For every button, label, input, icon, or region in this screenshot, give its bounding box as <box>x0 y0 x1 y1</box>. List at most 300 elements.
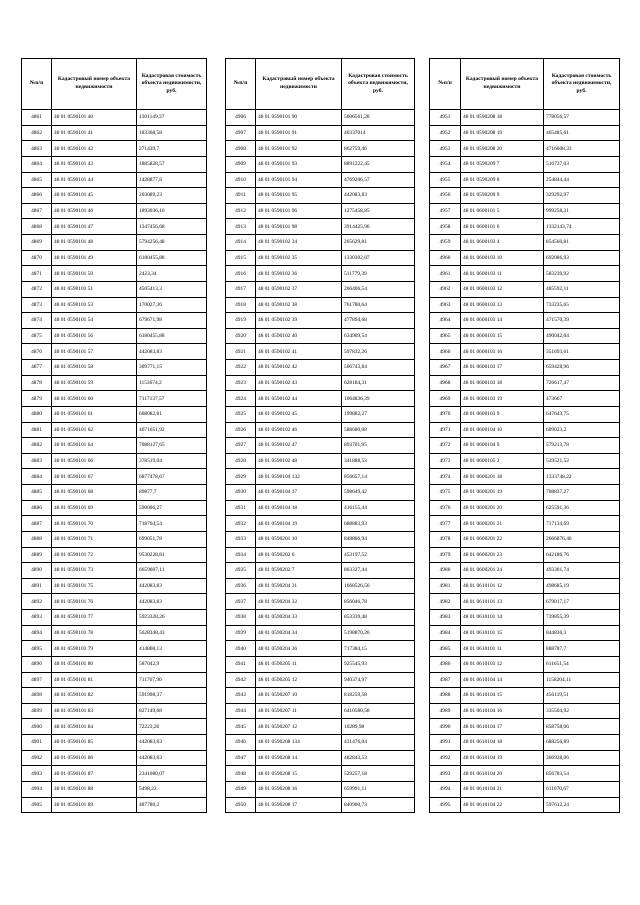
cadastral-number: 48 01 0600201 23 <box>461 547 544 563</box>
cadastral-cost: 498685,19 <box>544 578 620 594</box>
table-body <box>430 110 620 813</box>
row-number: 4968 <box>430 375 461 391</box>
row-number: 4966 <box>430 344 461 360</box>
table-row <box>226 188 415 204</box>
row-number: 4940 <box>226 641 256 657</box>
table-row <box>22 297 207 313</box>
cadastral-number: 48 01 0590102 39 <box>256 313 342 329</box>
table-row <box>226 110 415 126</box>
row-number: 4871 <box>22 266 52 282</box>
table-row <box>22 485 207 501</box>
cadastral-cost: 608082,81 <box>137 406 207 422</box>
row-number: 4962 <box>430 281 461 297</box>
cadastral-number: 48 01 0590101 43 <box>52 156 137 172</box>
table-row <box>22 188 207 204</box>
row-number: 4965 <box>430 328 461 344</box>
cadastral-cost: 199882,27 <box>342 406 415 422</box>
cadastral-cost: 625591,36 <box>544 500 620 516</box>
cadastral-number: 48 01 0590204 34 <box>256 625 342 641</box>
cadastral-number: 48 01 0590207 11 <box>256 703 342 719</box>
table-row <box>22 625 207 641</box>
cadastral-number: 48 01 0600103 13 <box>461 297 544 313</box>
cadastral-cost: 4671651,92 <box>137 422 207 438</box>
row-number: 4977 <box>430 516 461 532</box>
table-row <box>430 610 620 626</box>
cadastral-cost: 485592,11 <box>544 281 620 297</box>
cadastral-cost: 416155,44 <box>342 500 415 516</box>
row-number: 4956 <box>430 188 461 204</box>
table-row <box>22 578 207 594</box>
table-row <box>430 578 620 594</box>
table-row <box>430 594 620 610</box>
cadastral-cost: 6180455,88 <box>137 250 207 266</box>
table-row <box>226 156 415 172</box>
row-number: 4904 <box>22 781 52 797</box>
cadastral-cost: 309771,15 <box>137 360 207 376</box>
cadastral-cost: 6410580,58 <box>342 703 415 719</box>
cadastral-cost: 591998,37 <box>137 688 207 704</box>
table-row <box>430 797 620 813</box>
cadastral-cost: 6877478,67 <box>137 469 207 485</box>
row-number: 4861 <box>22 110 52 126</box>
cadastral-number: 48 01 0590101 58 <box>52 360 137 376</box>
cadastral-cost: 8891222,45 <box>342 156 415 172</box>
row-number: 4893 <box>22 610 52 626</box>
cadastral-cost: 818259,58 <box>342 688 415 704</box>
table-row <box>430 656 620 672</box>
cadastral-cost: 688883,93 <box>342 516 415 532</box>
cadastral-number: 48 01 0590102 42 <box>256 360 342 376</box>
table-row <box>430 688 620 704</box>
col-header-cadastral-cost: Кадастровая стоимость объекта недвижимости, руб. <box>544 59 620 110</box>
cadastral-number: 48 01 0590101 79 <box>52 641 137 657</box>
cadastral-cost: 717384,15 <box>342 641 415 657</box>
table-row <box>226 531 415 547</box>
cadastral-number: 48 01 0590102 40 <box>256 328 342 344</box>
col-header-cadastral-number: Кадастровый номер объекта недвижимости <box>52 59 137 110</box>
table-row <box>226 594 415 610</box>
table-row <box>430 281 620 297</box>
table-row <box>430 672 620 688</box>
cadastral-cost: 442083,83 <box>137 735 207 751</box>
cadastral-cost: 888787,7 <box>544 641 620 657</box>
table-row <box>430 625 620 641</box>
table-row <box>22 172 207 188</box>
row-number: 4975 <box>430 485 461 501</box>
row-number: 4950 <box>226 797 256 813</box>
cadastral-number: 48 01 0590101 56 <box>52 328 137 344</box>
cadastral-cost: 659428,96 <box>544 360 620 376</box>
row-number: 4974 <box>430 469 461 485</box>
cadastral-number: 48 01 0590102 48 <box>256 453 342 469</box>
table-row <box>22 766 207 782</box>
cadastral-cost: 1333748,22 <box>544 469 620 485</box>
cadastral-number: 48 01 0590101 48 <box>52 235 137 251</box>
table-row <box>226 266 415 282</box>
table-row <box>22 125 207 141</box>
table-row <box>226 703 415 719</box>
cadastral-cost: 516737,03 <box>544 156 620 172</box>
table-row <box>22 110 207 126</box>
cadastral-number: 48 01 0590101 93 <box>256 156 342 172</box>
cadastral-number: 48 01 0590207 12 <box>256 719 342 735</box>
table-row <box>226 250 415 266</box>
table-row <box>226 172 415 188</box>
table-row <box>226 610 415 626</box>
row-number: 4953 <box>430 141 461 157</box>
cadastral-number: 48 01 0590201 10 <box>256 531 342 547</box>
row-number: 4970 <box>430 406 461 422</box>
row-number: 4958 <box>430 219 461 235</box>
cadastral-cost: 7117137,57 <box>137 391 207 407</box>
cadastral-cost: 266406,54 <box>342 281 415 297</box>
cadastral-cost: 893701,95 <box>342 438 415 454</box>
cadastral-cost: 335504,92 <box>544 703 620 719</box>
row-number: 4988 <box>430 688 461 704</box>
cadastral-number: 48 01 0590207 10 <box>256 688 342 704</box>
col-header-num: №п/п <box>430 59 461 110</box>
cadastral-cost: 10289,98 <box>342 719 415 735</box>
row-number: 4941 <box>226 656 256 672</box>
table-row <box>22 313 207 329</box>
row-number: 4937 <box>226 594 256 610</box>
cadastral-cost: 477894,68 <box>342 313 415 329</box>
cadastral-cost: 925545,93 <box>342 656 415 672</box>
row-number: 4960 <box>430 250 461 266</box>
cadastral-cost: 506743,84 <box>342 360 415 376</box>
table-row <box>22 328 207 344</box>
cadastral-number: 48 01 0590209 9 <box>461 188 544 204</box>
cadastral-cost: 1330302,07 <box>342 250 415 266</box>
table-row <box>226 328 415 344</box>
cadastral-number: 48 01 0590102 43 <box>256 375 342 391</box>
cadastral-number: 48 01 0590101 40 <box>52 110 137 126</box>
cadastral-cost: 254844,44 <box>544 172 620 188</box>
row-number: 4984 <box>430 625 461 641</box>
row-number: 4943 <box>226 688 256 704</box>
row-number: 4983 <box>430 610 461 626</box>
row-number: 4969 <box>430 391 461 407</box>
cadastral-cost: 634909,54 <box>342 328 415 344</box>
row-number: 4959 <box>430 235 461 251</box>
table-row <box>430 703 620 719</box>
table-row <box>430 516 620 532</box>
table-row <box>430 141 620 157</box>
col-header-cadastral-number: Кадастровый номер объекта недвижимости <box>461 59 544 110</box>
cadastral-cost: 598649,42 <box>342 485 415 501</box>
table-row <box>430 438 620 454</box>
cadastre-table-1 <box>21 58 207 813</box>
row-number: 4874 <box>22 313 52 329</box>
table-row <box>22 797 207 813</box>
table-row <box>22 360 207 376</box>
table-row <box>430 219 620 235</box>
table-row <box>226 125 415 141</box>
cadastral-number: 48 01 0610104 19 <box>461 750 544 766</box>
cadastral-number: 48 01 0590101 86 <box>52 750 137 766</box>
cadastral-number: 48 01 0610104 18 <box>461 735 544 751</box>
table-row <box>226 766 415 782</box>
row-number: 4976 <box>430 500 461 516</box>
cadastral-cost: 609023,2 <box>544 422 620 438</box>
table-row <box>430 719 620 735</box>
row-number: 4911 <box>226 188 256 204</box>
row-number: 4936 <box>226 578 256 594</box>
row-number: 4945 <box>226 719 256 735</box>
row-number: 4868 <box>22 219 52 235</box>
cadastral-cost: 366928,06 <box>544 750 620 766</box>
cadastral-cost: 827149,68 <box>137 703 207 719</box>
row-number: 4919 <box>226 313 256 329</box>
row-number: 4888 <box>22 531 52 547</box>
table-row <box>226 344 415 360</box>
cadastral-cost: 4716608,33 <box>544 141 620 157</box>
row-number: 4995 <box>430 797 461 813</box>
cadastral-cost: 6659607,11 <box>137 563 207 579</box>
cadastral-number: 48 01 0600103 17 <box>461 360 544 376</box>
cadastral-cost: 4505413,3 <box>137 281 207 297</box>
cadastral-number: 48 01 0600101 5 <box>461 203 544 219</box>
row-number: 4885 <box>22 485 52 501</box>
col-header-num: №п/п <box>22 59 52 110</box>
table-row <box>22 516 207 532</box>
cadastral-number: 48 01 0590101 60 <box>52 391 137 407</box>
cadastral-number: 48 01 0590101 45 <box>52 188 137 204</box>
table-row <box>226 547 415 563</box>
cadastral-cost: 473667 <box>544 391 620 407</box>
cadastral-cost: 378519,04 <box>137 453 207 469</box>
row-number: 4908 <box>226 141 256 157</box>
cadastral-number: 48 01 0600103 4 <box>461 235 544 251</box>
row-number: 4892 <box>22 594 52 610</box>
table-row <box>22 406 207 422</box>
cadastral-cost: 726617,47 <box>544 375 620 391</box>
table-row <box>430 250 620 266</box>
cadastral-number: 48 01 0610104 22 <box>461 797 544 813</box>
table-row <box>22 781 207 797</box>
cadastral-number: 48 01 0590204 36 <box>256 641 342 657</box>
table-row <box>430 469 620 485</box>
row-number: 4990 <box>430 719 461 735</box>
table-row <box>226 469 415 485</box>
cadastral-cost: 442083,83 <box>342 188 415 204</box>
cadastral-number: 48 01 0590104 17 <box>256 485 342 501</box>
table-row <box>226 297 415 313</box>
table-row <box>22 750 207 766</box>
row-number: 4873 <box>22 297 52 313</box>
cadastral-number: 48 01 0590102 36 <box>256 266 342 282</box>
row-number: 4890 <box>22 563 52 579</box>
table-row <box>22 656 207 672</box>
row-number: 4894 <box>22 625 52 641</box>
cadastral-number: 48 01 0590102 44 <box>256 391 342 407</box>
cadastral-number: 48 01 0610104 14 <box>461 672 544 688</box>
row-number: 4886 <box>22 500 52 516</box>
cadastral-number: 48 01 0590101 41 <box>52 125 137 141</box>
cadastral-cost: 539521,52 <box>544 453 620 469</box>
cadastral-cost: 5606561,28 <box>342 110 415 126</box>
table-row <box>430 547 620 563</box>
table-header-row <box>22 59 207 110</box>
cadastral-number: 48 01 0590208 14 <box>256 750 342 766</box>
row-number: 4900 <box>22 719 52 735</box>
table-row <box>430 313 620 329</box>
table-row <box>430 735 620 751</box>
table-row <box>22 375 207 391</box>
table-row <box>430 344 620 360</box>
cadastral-cost: 431476,04 <box>342 735 415 751</box>
cadastral-cost: 597832,26 <box>342 344 415 360</box>
cadastral-number: 48 01 0590204 32 <box>256 594 342 610</box>
cadastral-number: 48 01 0590101 81 <box>52 672 137 688</box>
row-number: 4981 <box>430 578 461 594</box>
row-number: 4992 <box>430 750 461 766</box>
cadastral-number: 48 01 0590101 94 <box>256 172 342 188</box>
cadastral-number: 48 01 0590102 47 <box>256 438 342 454</box>
row-number: 4942 <box>226 672 256 688</box>
cadastral-cost: 692086,93 <box>544 250 620 266</box>
cadastral-cost: 442083,83 <box>137 594 207 610</box>
cadastral-number: 48 01 0590101 46 <box>52 203 137 219</box>
row-number: 4979 <box>430 547 461 563</box>
row-number: 4934 <box>226 547 256 563</box>
table-row <box>22 672 207 688</box>
cadastral-number: 48 01 0590205 11 <box>256 656 342 672</box>
table-row <box>430 156 620 172</box>
cadastral-number: 48 01 0590101 80 <box>52 656 137 672</box>
cadastral-cost: 9530228,81 <box>137 547 207 563</box>
table-row <box>430 453 620 469</box>
row-number: 4912 <box>226 203 256 219</box>
row-number: 4918 <box>226 297 256 313</box>
cadastral-number: 48 01 0590101 49 <box>52 250 137 266</box>
table-row <box>22 391 207 407</box>
row-number: 4870 <box>22 250 52 266</box>
row-number: 4866 <box>22 188 52 204</box>
row-number: 4933 <box>226 531 256 547</box>
cadastral-number: 48 01 0600201 24 <box>461 563 544 579</box>
row-number: 4878 <box>22 375 52 391</box>
cadastral-number: 48 01 0610104 15 <box>461 688 544 704</box>
row-number: 4902 <box>22 750 52 766</box>
row-number: 4985 <box>430 641 461 657</box>
row-number: 4889 <box>22 547 52 563</box>
table-row <box>226 672 415 688</box>
row-number: 4907 <box>226 125 256 141</box>
row-number: 4880 <box>22 406 52 422</box>
cadastral-number: 48 01 0590101 75 <box>52 578 137 594</box>
cadastral-number: 48 01 0590101 72 <box>52 547 137 563</box>
table-row <box>226 578 415 594</box>
table-row <box>226 500 415 516</box>
cadastral-cost: 611070,67 <box>544 781 620 797</box>
row-number: 4972 <box>430 438 461 454</box>
cadastral-cost: 1428877,8 <box>137 172 207 188</box>
cadastral-cost: 482843,53 <box>342 750 415 766</box>
table-row <box>22 735 207 751</box>
table-row <box>226 203 415 219</box>
table-row <box>430 203 620 219</box>
table-row <box>430 360 620 376</box>
cadastral-number: 48 01 0600103 19 <box>461 391 544 407</box>
cadastral-cost: 679671,98 <box>137 313 207 329</box>
cadastral-number: 48 01 0590101 53 <box>52 297 137 313</box>
cadastral-number: 48 01 0590202 7 <box>256 563 342 579</box>
table-row <box>430 781 620 797</box>
row-number: 4877 <box>22 360 52 376</box>
cadastral-cost: 718764,54 <box>137 516 207 532</box>
cadastral-number: 48 01 0590208 134 <box>256 735 342 751</box>
cadastral-number: 48 01 0610104 21 <box>461 781 544 797</box>
row-number: 4924 <box>226 391 256 407</box>
cadastral-number: 48 01 0600103 10 <box>461 250 544 266</box>
cadastral-number: 48 01 0590101 88 <box>52 781 137 797</box>
cadastral-number: 48 01 0590102 37 <box>256 281 342 297</box>
row-number: 4931 <box>226 500 256 516</box>
cadastral-number: 48 01 0590101 84 <box>52 719 137 735</box>
table-row <box>22 281 207 297</box>
row-number: 4895 <box>22 641 52 657</box>
cadastral-number: 48 01 0610101 11 <box>461 641 544 657</box>
table-row <box>22 594 207 610</box>
cadastral-number: 48 01 0590101 76 <box>52 594 137 610</box>
cadastral-cost: 628184,31 <box>342 375 415 391</box>
cadastral-cost: 465485,61 <box>544 125 620 141</box>
cadastral-cost: 170027,36 <box>137 297 207 313</box>
cadastral-cost: 1158204,11 <box>544 672 620 688</box>
cadastral-number: 48 01 0590209 8 <box>461 172 544 188</box>
cadastral-cost: 456119,51 <box>544 688 620 704</box>
row-number: 4967 <box>430 360 461 376</box>
row-number: 4971 <box>430 422 461 438</box>
cadastre-table-2 <box>225 58 415 813</box>
cadastral-cost: 341888,53 <box>342 453 415 469</box>
cadastral-cost: 5794256,48 <box>137 235 207 251</box>
col-header-cadastral-cost: Кадастровая стоимость объекта недвижимости, руб. <box>342 59 415 110</box>
cadastral-cost: 2666876,46 <box>544 531 620 547</box>
row-number: 4964 <box>430 313 461 329</box>
cadastral-cost: 453197,52 <box>342 547 415 563</box>
row-number: 4881 <box>22 422 52 438</box>
table-row <box>226 656 415 672</box>
cadastral-cost: 699051,78 <box>137 531 207 547</box>
col-header-cadastral-cost: Кадастровая стоимость объекта недвижимости, руб. <box>137 59 207 110</box>
cadastral-cost: 844836,3 <box>544 625 620 641</box>
table-row <box>430 391 620 407</box>
cadastral-cost: 529257,18 <box>342 766 415 782</box>
cadastral-number: 48 01 0590101 92 <box>256 141 342 157</box>
cadastral-cost: 5198870,26 <box>342 625 415 641</box>
table-row <box>226 750 415 766</box>
cadastral-cost: 862759,46 <box>342 141 415 157</box>
cadastral-number: 48 01 0590101 59 <box>52 375 137 391</box>
row-number: 4906 <box>226 110 256 126</box>
table-row <box>226 141 415 157</box>
table-row <box>22 453 207 469</box>
table-row <box>226 625 415 641</box>
row-number: 4891 <box>22 578 52 594</box>
table-row <box>22 235 207 251</box>
table-row <box>226 797 415 813</box>
cadastral-cost: 840900,73 <box>342 797 415 813</box>
table-row <box>226 422 415 438</box>
table-row <box>226 719 415 735</box>
table-row <box>226 375 415 391</box>
cadastral-number: 48 01 0600105 2 <box>461 453 544 469</box>
cadastral-cost: 1064836,39 <box>342 391 415 407</box>
cadastral-cost: 72223,26 <box>137 719 207 735</box>
table-row <box>430 110 620 126</box>
